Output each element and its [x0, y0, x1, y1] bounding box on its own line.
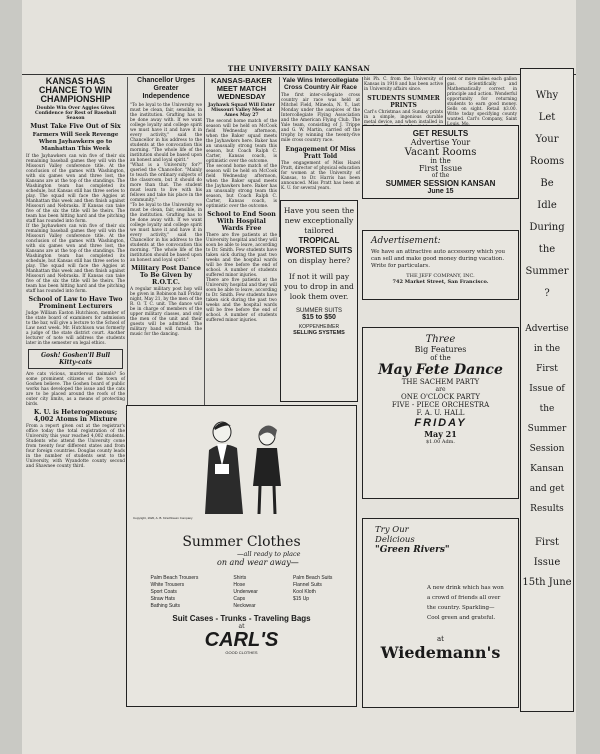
- headline-hospital: School to End Soon With Hospital Wards Free: [207, 211, 276, 232]
- ad-may-fete-dance: [362, 327, 519, 499]
- side-ad-line-1: Let: [538, 112, 556, 123]
- ad-dance-line1: Three: [425, 334, 456, 345]
- ad-clothes-caption: Copyright, 1920, A. B. Kirschbaum Company: [133, 516, 193, 520]
- side-ad-line-5: Idle: [537, 200, 557, 211]
- list-item: Palm Beach Trousers: [150, 575, 199, 581]
- ad-dance-line10: FRIDAY: [414, 417, 467, 429]
- side-ad-line3-2: 15th June: [522, 577, 572, 588]
- ad-clothes-store: CARL'S: [204, 629, 279, 651]
- headline-engagement: Engagement Of Miss Pratt Told: [285, 146, 356, 160]
- list-item: Straw Hats: [150, 596, 175, 602]
- side-ad-lines-2: [521, 319, 573, 519]
- ad-advert-body: We have an attractive auto accessory which you can sell and make good money during vacation. Write for particulars.: [371, 249, 506, 269]
- list-item: $15 Up: [292, 596, 310, 602]
- ad-results-line7: June 15: [427, 188, 454, 195]
- side-ad-line2-8: Results: [530, 504, 564, 514]
- side-ad-lines-3: [521, 533, 573, 593]
- ad-clothes-at: at: [238, 623, 245, 630]
- ad-dance-line9: F. A. U. HALL: [416, 409, 465, 417]
- ad-clothes-lists: [133, 575, 350, 610]
- article-military-dance: A regular military post hop will be given in Robinson hall Friday night, May 21, by the men of the R. O. T. C. unit. The dance will be in charge of members of the upper military classes, and only the men of the unit and their guests will be admitted. The military band will furnish the music for the dancing.: [130, 287, 202, 337]
- headline-kansas-baker: KANSAS-BAKER MEET MATCH WEDNESDAY: [211, 76, 272, 101]
- column-1: [26, 77, 125, 677]
- headline-yale: Yale Wins Intercollegiate Cross Country Air Race: [282, 77, 359, 91]
- headline-championship: KANSAS HAS CHANCE TO WIN CHAMPIONSHIP: [38, 76, 113, 104]
- ad-advert-company: THE JEFF COMPANY, INC.: [406, 273, 475, 279]
- article-summer-prints: Carl's Christmas and Sunday prints in a simple, ingenious durable metal device, and when installed in: [364, 110, 443, 125]
- ad-summer-clothes: [126, 405, 357, 707]
- article-kansas-baker: The second home match of the season will be held on McCook field Wednesday afternoon, when the Baker squad meets the Jayhawkers here. Baker has an unusually strong team this season, but Coach Ralph C. Carter, Kansas coach, is optimistic over the outcome.: [206, 119, 277, 164]
- article-hospital-2: There are five patients at the University hospital and they will soon be able to leave, according to Dr. Smith. Few students have taken sick during the past two weeks and the hospital wards will be free before the end of school. A number of students suffered minor injuries.: [206, 278, 277, 323]
- ad-dance-line6: are: [435, 386, 446, 393]
- ad-results-line3: in the: [430, 157, 451, 165]
- column-6: [447, 77, 517, 125]
- ad-dance-line2: Big Features: [414, 345, 467, 354]
- column-rule: [445, 77, 446, 127]
- side-ad-line3-0: First: [534, 537, 560, 548]
- list-item: Caps: [233, 596, 246, 602]
- article-heterogeneous: From a report given out at the registrar's office today the total registration of the University this year reached 4,002 students. Students who attend the University come from twenty four different states and from four foreign countries. Douglas county leads in the number of students sent to the University, with Wyandotte county second and Shawnee county third.: [26, 424, 125, 469]
- article-yale: The first inter-collegiate cross country air race was held at Mitchel Field, Mineola, N. Y., last Monday under the auspices of the Intercollegiate Flying Association and the American Flying Club. The Yale team, consisting of J. Trippe and G. W. Martin, carried off the trophy by winning the twenty-five mile cross country race.: [281, 93, 360, 143]
- ad-suits-price: $15 to $50: [302, 314, 336, 321]
- ad-suits-text5: SUMMER SUITS: [295, 308, 342, 314]
- list-item: Flannel Suits: [292, 582, 322, 588]
- goshen-box: [28, 349, 123, 369]
- column-rule: [362, 77, 363, 127]
- ad-clothes-tagline1: —all ready to place: [237, 550, 301, 558]
- ad-clothes-bottom: Suit Cases - Trunks - Traveling Bags: [172, 614, 311, 623]
- headline-chancellor: Chancellor Urges Greater Independence: [137, 77, 195, 100]
- side-ad-line2-4: Summer: [527, 424, 567, 434]
- ad-green-rivers: [362, 518, 519, 708]
- ad-suits-text1: Have you seen the new exceptionally tailored: [283, 206, 355, 235]
- ad-dance-line4: May Fete Dance: [378, 362, 503, 378]
- article-championship-cont: If the Jayhawkers can win five of their six remaining baseball games they will win the Missouri Valley conference title. At the conclusion of the games with Washington, with six games won and three lost, the Kansans are at the top of the standings. The Washington team has completed its schedule, but Kansas still has three series to play. The squad will face the Aggies at Manhattan this week and then finish against Missouri and Nebraska. If Kansas can take five of the six the title will be theirs. The team has been hitting hard and the pitching staff has rounded into form.: [26, 224, 125, 294]
- article-chancellor-3: "To be loyal to the University we must be clean, fair, sensible, in the institution. Grafting has to be done away with. If we want college loyalty and college spirit we must have it and have it in every activity," said the Chancellor in his address to the students at the convocation this morning. "The whole life of the institution should be based upon an honest and loyal spirit.": [130, 203, 202, 263]
- ad-suits-text4: If not it will pay you to drop in and look them over.: [284, 272, 354, 301]
- ad-results-line5: of the: [431, 172, 450, 179]
- side-ad-line-3: Rooms: [529, 156, 565, 167]
- side-ad-line-0: Why: [535, 90, 559, 101]
- ad-dance-line8: FIVE - PIECE ORCHESTRA: [391, 401, 490, 409]
- headline-school-of-law: School of Law to Have Two Prominent Lecturers: [28, 296, 123, 310]
- article-goshen: Are cats vicious, murderous animals? So some prominent citizens of the town of Goshen believe. The Goshen board of public works has developed the issue and the cats are to be placed around the roofs of the outer city limits, as a means of protecting birds.: [26, 372, 125, 407]
- goshen-title: Gosh! Goshen'll Bull Kitty-cats: [40, 352, 111, 366]
- ad-clothes-tagline2: on and wear away—: [217, 558, 299, 567]
- article-school-of-law: Judge William Easton Hutchison, member of the state board of examiners for admission to the bar, will give a lecture to the School of Law next week. Mr. Hutchison was formerly a judge of the state district court. Another lecturer of note will address the students later in the semester on legal ethics.: [26, 311, 125, 346]
- side-ad-line-6: During: [529, 222, 565, 233]
- couple-illustration: [187, 414, 297, 514]
- ad-advert-address: 742 Market Street, San Francisco.: [392, 279, 489, 285]
- ad-green-store: Wiedemann's: [380, 643, 501, 662]
- masthead: THE UNIVERSITY DAILY KANSAN: [22, 64, 576, 75]
- ad-green-line3: "Green Rivers": [375, 545, 450, 555]
- side-ad-line2-1: in the: [533, 344, 561, 354]
- side-ad-line2-6: Kansan: [530, 464, 564, 474]
- newspaper-page: [22, 0, 576, 754]
- ad-suits-text2: TROPICAL WORSTED SUITS: [285, 236, 353, 255]
- list-item: White Trousers: [150, 582, 185, 588]
- side-ad-line-4: Be: [540, 178, 554, 189]
- deck-championship: Double Win Over Aggies Gives Confidence for Rest of Baseball Season: [35, 106, 116, 121]
- headline-summer-prints: STUDENTS SUMMER PRINTS: [367, 95, 440, 109]
- ad-results-line2: Vacant Rooms: [404, 147, 477, 158]
- side-ad-line2-0: Advertise: [525, 324, 569, 334]
- list-item: Bathing Suits: [150, 603, 180, 609]
- ad-green-line2: Delicious: [375, 535, 415, 545]
- side-ad-line2-2: First: [536, 364, 558, 374]
- side-ad-line2-3: Issue of the: [529, 384, 565, 414]
- list-item: Hose: [233, 582, 246, 588]
- list-item: Sport Coats: [150, 589, 177, 595]
- ad-advert-title: Advertisement:: [371, 236, 441, 246]
- article-chancellor-2: "What is a University for?" queried the Chancellor. "Mainly to teach the ordinary subjects of the classroom, but it should do more than that. The student must learn to live with his fellows and take his place in the community.": [130, 163, 202, 203]
- side-ad-line-8: Summer: [525, 266, 569, 277]
- article-engagement: The engagement of Miss Hazel Pratt, director of physical education for women at the University of Kansas, to Dr. Harris has been announced. Miss Pratt has been at K. U. for several years.: [281, 161, 360, 191]
- ad-dance-line3: of the: [430, 354, 451, 362]
- side-ad-line-2: Your: [535, 134, 559, 145]
- column-5: [364, 77, 443, 125]
- article-col6: cent or more miles each gallon gas. Scientifically and Mathematically correct in principle and action. Wonderful opportunity for returning students to earn good money. Sells on sight. Retail $3.00. Write today specifying county wanted. Carl's Company, Saint: [447, 77, 517, 122]
- ad-suits-brand2: SELLING SYSTEMS: [293, 330, 345, 336]
- ad-dance-line5: THE SACHEM PARTY: [401, 378, 480, 386]
- ad-green-at: at: [437, 635, 444, 643]
- ad-green-body: A new drink which has won a crowd of friends all over the country. Sparkling—Cool green and grateful.: [427, 585, 504, 621]
- ad-dance-line12: $1.00 Adm.: [425, 439, 456, 445]
- subhead-five-of-six: Must Take Five Out of Six: [30, 123, 121, 130]
- side-ad-line-7: the: [538, 244, 556, 255]
- subhead-farmers: Farmers Will Seek Revenge When Jayhawkers go to Manhattan This Week: [32, 132, 119, 152]
- ad-results-line6: SUMMER SESSION KANSAN: [385, 179, 496, 188]
- headline-military-dance: Military Post Dance To Be Given by R.O.T.C.: [131, 265, 201, 286]
- side-ad-line2-7: and get: [529, 484, 565, 494]
- ad-green-line1: Try Our: [375, 525, 409, 535]
- article-championship: If the Jayhawkers can win five of their six remaining baseball games they will win the Missouri Valley conference title. At the conclusion of the games with Washington, with six games won and three lost, the Kansans are at the top of the standings. The Washington team has completed its schedule, but Kansas still has three series to play. The squad will face the Aggies at Manhattan this week and then finish against Missouri and Nebraska. If Kansas can take five of the six the title will be theirs. The team has been hitting hard and the pitching staff has rounded into form.: [26, 154, 125, 224]
- ad-suits-text3: on display here?: [287, 256, 351, 265]
- side-ad-line3-1: Issue: [533, 557, 561, 568]
- side-ad-line-9: ?: [544, 288, 550, 299]
- ad-dance-line11: May 21: [424, 429, 457, 439]
- list-item: Underwear: [233, 589, 258, 595]
- ad-results-line1: Advertise Your: [410, 138, 471, 147]
- ad-suits-brand1: KOPPENHEIMER: [298, 324, 340, 330]
- headline-heterogeneous: K. U. is Heterogeneous; 4,002 Atoms in Mixture: [33, 409, 118, 423]
- ad-clothes-list-3: [293, 575, 332, 610]
- ad-why-let-rooms-idle: [520, 68, 574, 712]
- column-4: [281, 77, 360, 202]
- article-kansas-baker-2: The second home match of the season will be held on McCook field Wednesday afternoon, when the Baker squad meets the Jayhawkers here. Baker has an unusually strong team this season, but Coach Ralph C. Carter, Kansas coach, is optimistic over the outcome.: [206, 164, 277, 209]
- ad-clothes-list-2: [233, 575, 257, 610]
- side-ad-lines: [521, 85, 573, 305]
- ad-get-results: [362, 125, 519, 199]
- list-item: Neckwear: [233, 603, 256, 609]
- article-top-text: his Ph. C. from the University of Kansas in 1918 and has been active in University affairs since.: [364, 77, 443, 92]
- ad-results-line4: First Issue: [418, 164, 463, 173]
- side-ad-line2-5: Session: [529, 444, 565, 454]
- ad-clothes-store-sub: GOOD CLOTHES: [225, 650, 258, 655]
- list-item: Shirts: [233, 575, 247, 581]
- ad-tropical-suits: [280, 200, 358, 402]
- ad-results-title: GET RESULTS: [412, 129, 469, 138]
- list-item: Kool Kloth: [292, 589, 316, 595]
- deck-kansas-baker: Jayhawk Squad Will Enter Missouri Valley Meet at Ames May 27: [208, 103, 275, 118]
- article-chancellor: "To be loyal to the University we must be clean, fair, sensible, in the institution. Grafting has to be done away with. If we want college loyalty and college spirit we must have it and have it in every activity," said the Chancellor in his address to the students at the convocation this morning. "The whole life of the institution should be based upon an honest and loyal spirit.": [130, 103, 202, 163]
- ad-dance-line7: ONE O'CLOCK PARTY: [401, 393, 480, 401]
- list-item: Palm Beach Suits: [292, 575, 333, 581]
- article-hospital: There are five patients at the University hospital and they will soon be able to leave, according to Dr. Smith. Few students have taken sick during the past two weeks and the hospital wards will be free before the end of school. A number of students suffered minor injuries.: [206, 233, 277, 278]
- ad-clothes-title: Summer Clothes: [182, 534, 301, 550]
- ad-auto-accessory: [362, 230, 519, 300]
- ad-clothes-list-1: [151, 575, 199, 610]
